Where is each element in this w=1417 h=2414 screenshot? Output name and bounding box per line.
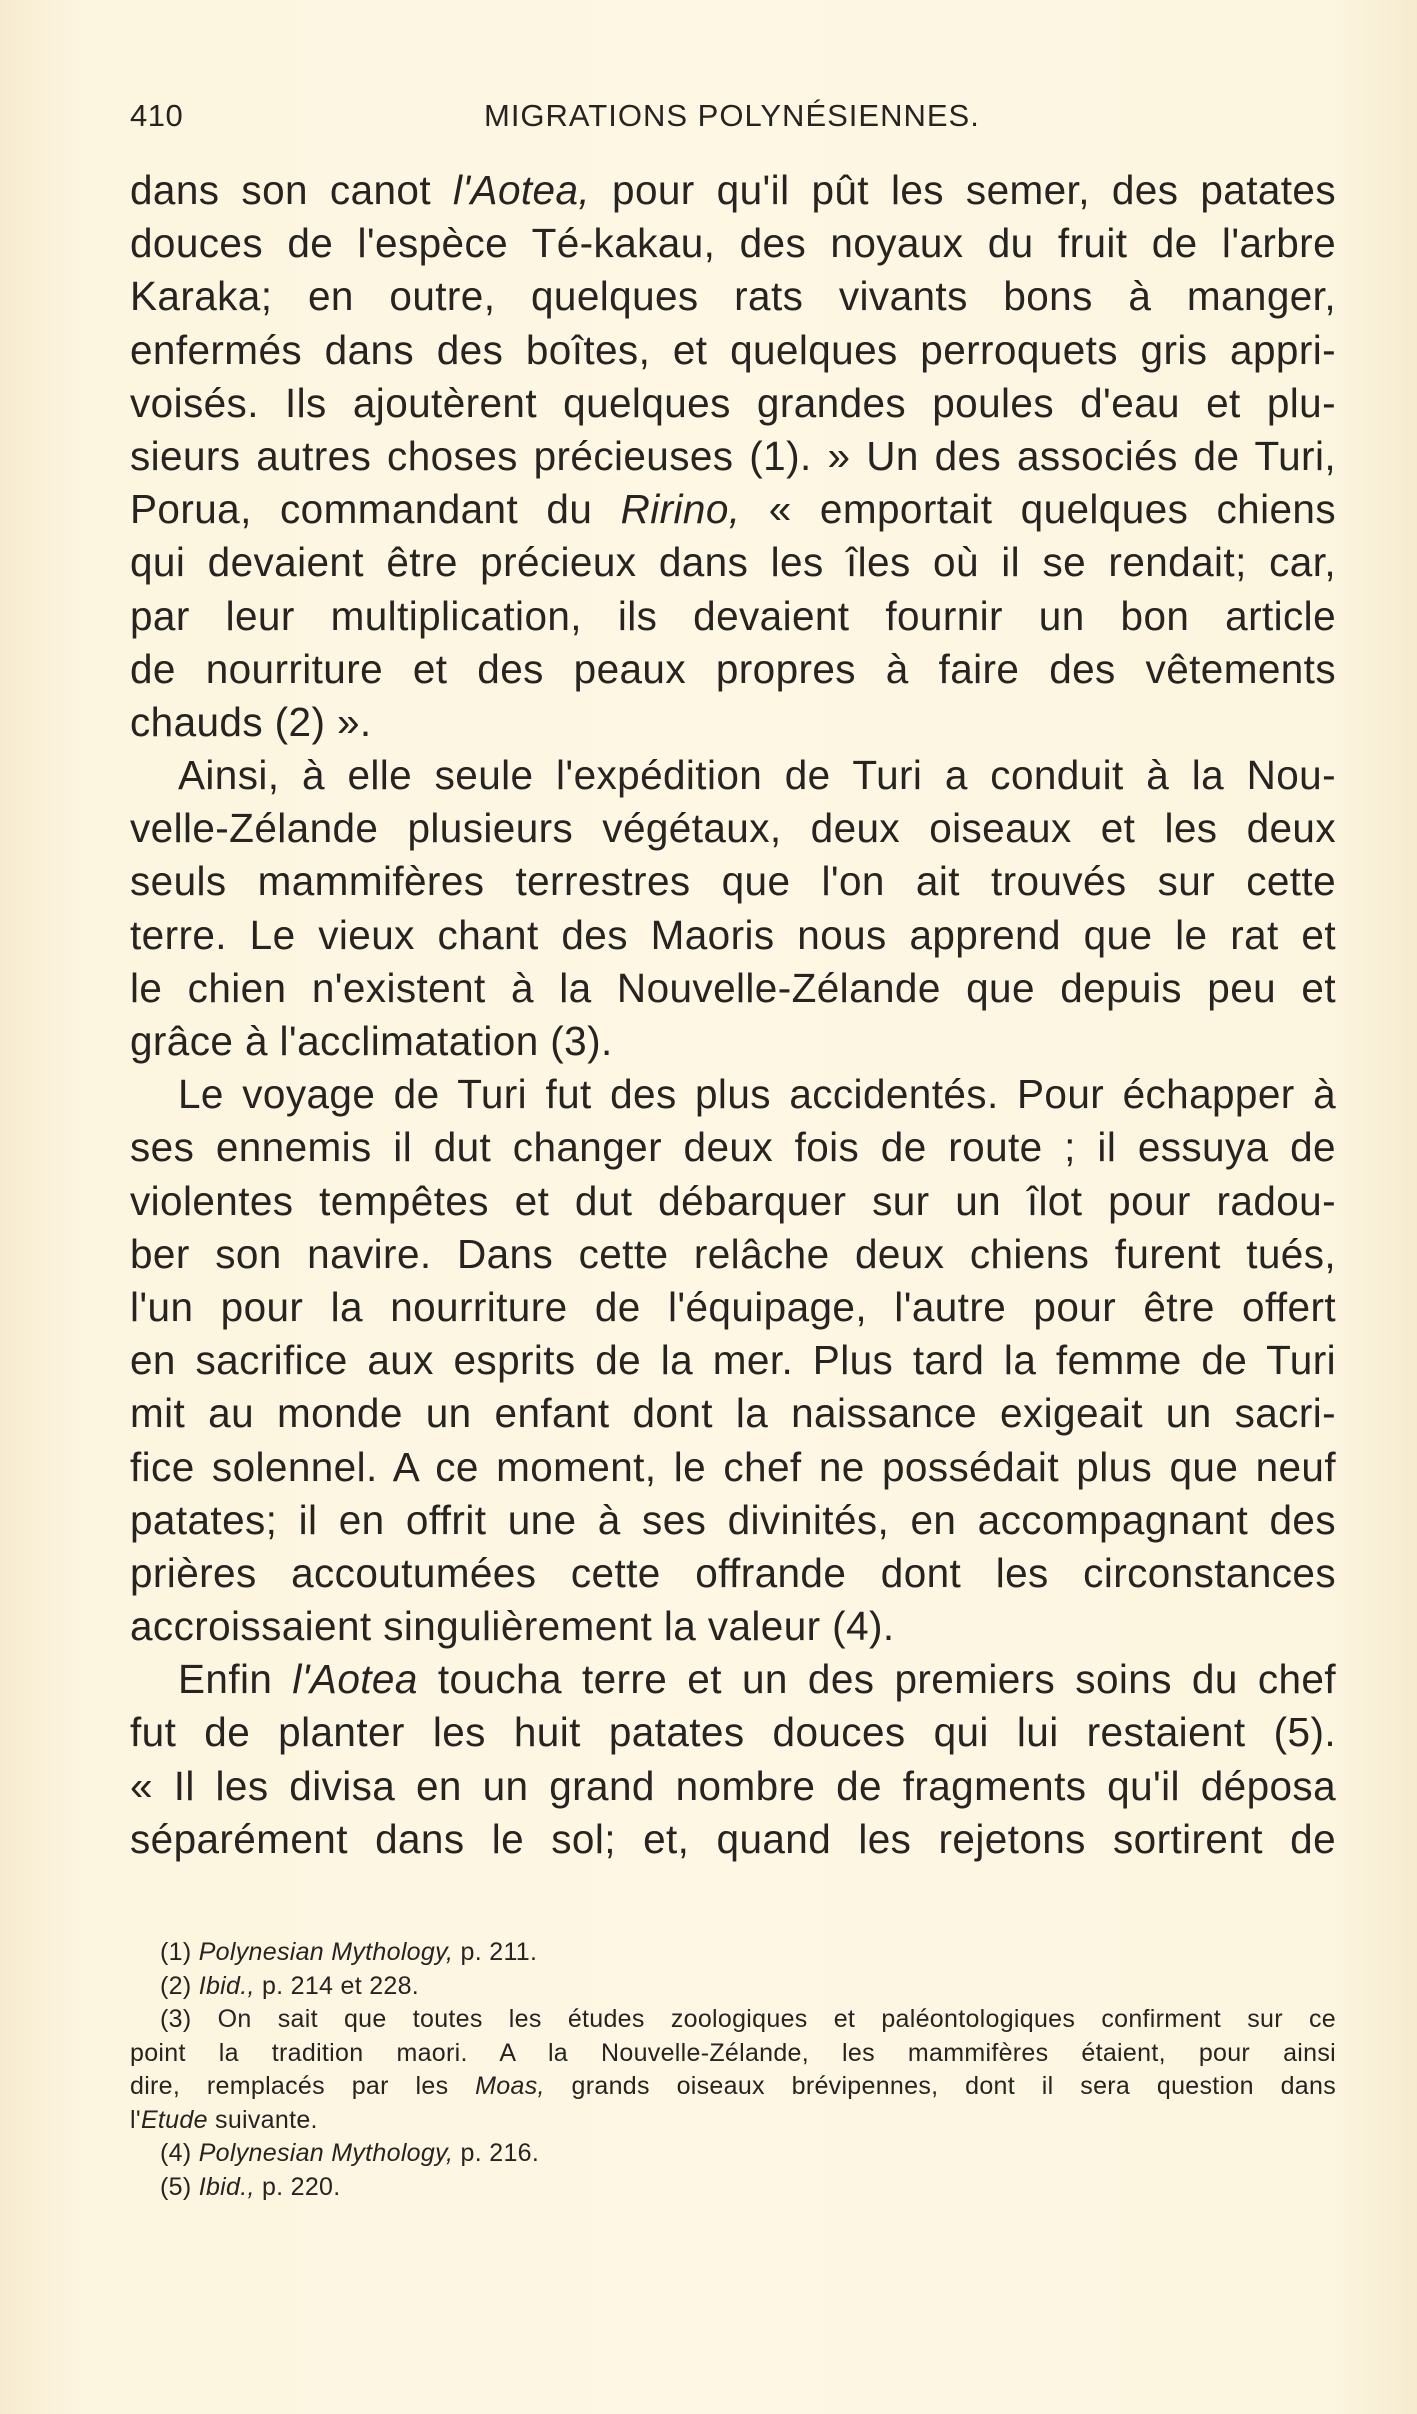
- body-line: [130, 430, 1336, 483]
- text-run: qui devaient être précieux dans les îles où il se rendait; car,: [130, 539, 1336, 586]
- text-run: le chien n'existent à la Nouvelle-Zélande que depuis peu et: [130, 964, 1336, 1011]
- footnote-line: [160, 1936, 1336, 1970]
- text-run: dire, remplacés par les: [130, 2072, 476, 2100]
- body-line: [130, 1334, 1336, 1387]
- text-run: Le voyage de Turi fut des plus accidentés. Pour échapper à: [178, 1071, 1336, 1118]
- text-run: Karaka; en outre, quelques rats vivants bons à manger,: [130, 273, 1336, 320]
- text-run: violentes tempêtes et dut débarquer sur un îlot pour radou-: [130, 1177, 1336, 1224]
- body-line: [130, 1281, 1336, 1334]
- text-run: (2): [160, 1971, 199, 2000]
- body-line: [130, 164, 1336, 217]
- body-line: [130, 1653, 1336, 1706]
- text-run: de nourriture et des peaux propres à faire des vêtements: [130, 645, 1336, 692]
- text-run: p. 216.: [453, 2139, 540, 2167]
- body-line: [130, 1121, 1336, 1174]
- body-line: [130, 802, 1336, 855]
- body-line: [130, 536, 1336, 589]
- italic-text: l'Aotea: [292, 1656, 418, 1703]
- text-run: velle-Zélande plusieurs végétaux, deux oiseaux et les deux: [130, 805, 1336, 852]
- text-run: l'un pour la nourriture de l'équipage, l'autre pour être offert: [130, 1283, 1336, 1330]
- body-line: [130, 1387, 1336, 1440]
- text-run: (5): [160, 2172, 199, 2201]
- body-line: [130, 1228, 1336, 1281]
- text-run: prières accoutumées cette offrande dont les circonstances: [130, 1549, 1336, 1596]
- text-run: patates; il en offrit une à ses divinités, en accompagnant des: [130, 1496, 1336, 1543]
- text-run: « emportait quelques chiens: [740, 486, 1336, 533]
- body-line: [130, 909, 1336, 962]
- text-run: douces de l'espèce Té-kakau, des noyaux du fruit de l'arbre: [130, 220, 1336, 267]
- text-run: Enfin: [178, 1656, 293, 1703]
- text-run: suivante.: [207, 2105, 318, 2134]
- text-run: par leur multiplication, ils devaient fournir un bon article: [130, 592, 1336, 639]
- footnote-line: [160, 2137, 1336, 2171]
- body-line: [130, 483, 1336, 536]
- italic-text: Polynesian Mythology,: [198, 2139, 454, 2167]
- text-run: fice solennel. A ce moment, le chef ne possédait plus que neuf: [130, 1443, 1336, 1490]
- text-run: p. 211.: [453, 1938, 538, 1966]
- text-run: (1): [160, 1938, 199, 1966]
- text-run: seuls mammifères terrestres que l'on ait trouvés sur cette: [130, 858, 1336, 905]
- text-run: sieurs autres choses précieuses (1). » Un des associés de Turi,: [130, 432, 1336, 479]
- text-run: séparément dans le sol; et, quand les rejetons sortirent de: [130, 1815, 1336, 1862]
- body-line: [130, 1813, 1336, 1866]
- footnote-line: [160, 1970, 1336, 2004]
- body-line: [130, 1015, 1336, 1068]
- page-number: 410: [130, 98, 184, 133]
- text-run: toucha terre et un des premiers soins du chef: [417, 1656, 1337, 1703]
- text-run: ber son navire. Dans cette relâche deux chiens furent tués,: [130, 1230, 1336, 1277]
- text-run: grands oiseaux brévipennes, dont il sera question dans: [544, 2072, 1336, 2100]
- text-run: p. 214 et 228.: [254, 1971, 420, 2000]
- body-line: [130, 590, 1336, 643]
- body-text: [130, 164, 1336, 1866]
- footnote-line: [130, 2104, 1336, 2138]
- text-run: chauds (2) ».: [130, 698, 372, 745]
- text-run: point la tradition maori. A la Nouvelle-Zélande, les mammifères étaient, pour ainsi: [130, 2038, 1336, 2067]
- text-run: « Il les divisa en un grand nombre de fragments qu'il déposa: [130, 1762, 1336, 1809]
- italic-text: Ibid.,: [198, 1971, 255, 2000]
- text-run: l': [130, 2105, 141, 2134]
- italic-text: Ibid.,: [198, 2172, 255, 2201]
- body-line: [130, 1547, 1336, 1600]
- text-run: Ainsi, à elle seule l'expédition de Turi a conduit à la Nou-: [178, 752, 1336, 799]
- text-run: grâce à l'acclimatation (3).: [130, 1018, 613, 1064]
- footnote-line: [160, 2171, 1336, 2205]
- body-line: [130, 1068, 1336, 1121]
- body-line: [130, 643, 1336, 696]
- body-line: [130, 1494, 1336, 1547]
- text-run: enfermés dans des boîtes, et quelques perroquets gris appri-: [130, 326, 1336, 373]
- text-run: Porua, commandant du: [130, 486, 621, 533]
- footnotes: [130, 1936, 1336, 2204]
- text-run: (4): [160, 2139, 199, 2167]
- body-line: [130, 217, 1336, 270]
- footnote-line: [130, 2070, 1336, 2104]
- text-run: ses ennemis il dut changer deux fois de route ; il essuya de: [130, 1124, 1336, 1171]
- page-header: [130, 98, 1330, 138]
- text-run: en sacrifice aux esprits de la mer. Plus tard la femme de Turi: [130, 1337, 1336, 1384]
- italic-text: Ririno,: [620, 486, 741, 533]
- body-line: [130, 377, 1336, 430]
- text-run: mit au monde un enfant dont la naissance exigeait un sacri-: [130, 1390, 1336, 1437]
- body-line: [130, 855, 1336, 908]
- text-run: fut de planter les huit patates douces qui lui restaient (5).: [130, 1709, 1336, 1756]
- body-line: [130, 324, 1336, 377]
- body-line: [130, 1760, 1336, 1813]
- italic-text: Polynesian Mythology,: [198, 1938, 454, 1966]
- italic-text: Moas,: [475, 2072, 545, 2100]
- body-line: [130, 696, 1336, 749]
- text-run: pour qu'il pût les semer, des patates: [590, 167, 1337, 213]
- body-line: [130, 1175, 1336, 1228]
- text-run: accroissaient singulièrement la valeur (4).: [130, 1603, 895, 1650]
- italic-text: l'Aotea,: [453, 167, 591, 213]
- footnote-line: [160, 2003, 1336, 2037]
- text-run: terre. Le vieux chant des Maoris nous apprend que le rat et: [130, 911, 1336, 958]
- text-run: voisés. Ils ajoutèrent quelques grandes poules d'eau et plu-: [130, 379, 1336, 426]
- footnote-line: [130, 2037, 1336, 2071]
- text-run: p. 220.: [254, 2172, 341, 2201]
- text-run: (3) On sait que toutes les études zoologiques et paléontologiques confirment sur ce: [160, 2005, 1336, 2033]
- italic-text: Etude: [140, 2105, 208, 2134]
- body-line: [130, 270, 1336, 323]
- body-line: [130, 1706, 1336, 1759]
- running-head: MIGRATIONS POLYNÉSIENNES.: [484, 98, 980, 133]
- body-line: [130, 1441, 1336, 1494]
- body-line: [130, 962, 1336, 1015]
- body-line: [130, 1600, 1336, 1653]
- text-run: dans son canot: [130, 167, 453, 213]
- body-line: [130, 749, 1336, 802]
